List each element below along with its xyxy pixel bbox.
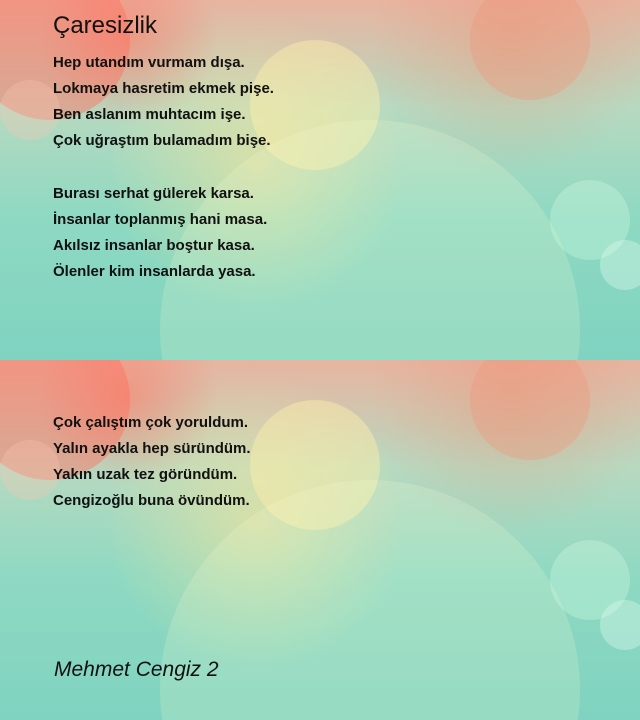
bokeh-circle	[550, 180, 630, 260]
bokeh-circle	[160, 480, 580, 720]
stanza-3	[53, 410, 251, 514]
poem-line: Çok uğraştım bulamadım bişe.	[53, 132, 271, 149]
poem-line: Yakın uzak tez göründüm.	[53, 466, 238, 483]
poem-line: Yalın ayakla hep süründüm.	[53, 440, 251, 457]
poem-title: Çaresizlik	[53, 12, 158, 39]
poem-line: Akılsız insanlar boştur kasa.	[53, 237, 255, 254]
bokeh-circle	[0, 80, 60, 140]
bokeh-circle	[600, 600, 640, 650]
poem-card-bottom	[0, 360, 640, 720]
poem-line: Ben aslanım muhtacım işe.	[53, 106, 246, 123]
bokeh-circle	[250, 400, 380, 530]
bokeh-circle	[470, 0, 590, 100]
bokeh-circle	[0, 440, 60, 500]
poem-author: Mehmet Cengiz 2	[54, 658, 219, 681]
bokeh-circle	[470, 360, 590, 460]
poem-line: Ölenler kim insanlarda yasa.	[53, 263, 256, 280]
poem-line: Lokmaya hasretim ekmek pişe.	[53, 80, 274, 97]
poem-line: Burası serhat gülerek karsa.	[53, 185, 254, 202]
poem-line: İnsanlar toplanmış hani masa.	[53, 211, 268, 228]
poem-line: Çok çalıştım çok yoruldum.	[53, 414, 249, 431]
stanza-2	[53, 181, 267, 285]
stanza-1	[53, 50, 274, 154]
bokeh-circle	[550, 540, 630, 620]
poem-line: Cengizoğlu buna övündüm.	[53, 492, 250, 509]
poem-line: Hep utandım vurmam dışa.	[53, 54, 245, 71]
bokeh-circle	[600, 240, 640, 290]
